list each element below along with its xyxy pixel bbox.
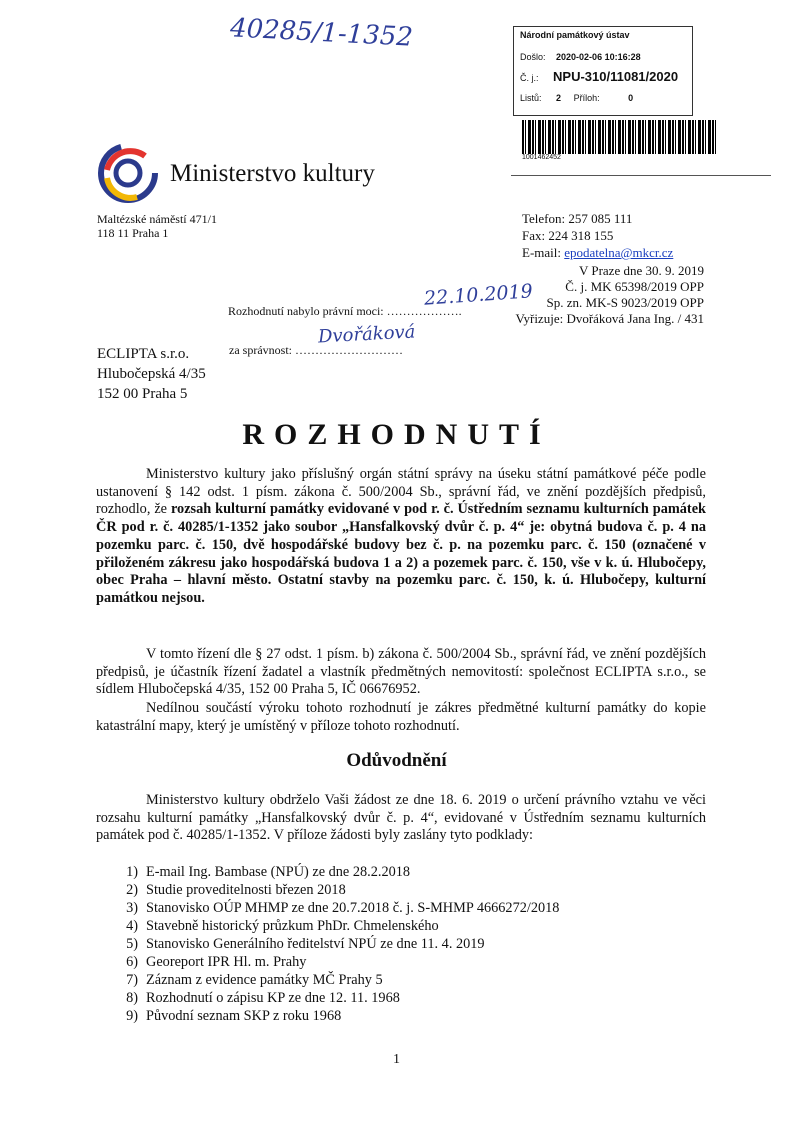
list-item-number: 4)	[126, 918, 138, 934]
participant-paragraph: V tomto řízení dle § 27 odst. 1 písm. b) zákona č. 500/2004 Sb., správní řád, ve znění pozdějších předpisů, je účastník řízení žadatel a vlastník předmětných nemovitostí: společnost ECLIPTA s.r.o., se sídlem Hlubočepská 4/35, 152 00 Praha 5, IČ 06676952.	[96, 646, 706, 698]
list-item-text: Stanovisko Generálního ředitelství NPÚ ze dne 11. 4. 2019	[146, 936, 485, 952]
ministry-address	[97, 212, 217, 240]
list-item-text: Původní seznam SKP z roku 1968	[146, 1008, 342, 1024]
stamp-received-value: 2020-02-06 10:16:28	[556, 52, 641, 62]
list-item	[113, 900, 559, 918]
list-item	[113, 1008, 559, 1026]
list-item-number: 2)	[126, 882, 138, 898]
email-line	[522, 244, 673, 261]
recipient-name: ECLIPTA s.r.o.	[97, 346, 190, 362]
email-label: E-mail:	[522, 245, 561, 260]
stamp-org: Národní památkový ústav	[520, 30, 630, 40]
ministry-name: Ministerstvo kultury	[170, 160, 375, 187]
ministry-logo-icon	[97, 142, 159, 204]
legal-force-date: 22.10.2019	[423, 280, 534, 310]
stamp-sheets-value: 2	[556, 93, 562, 103]
stamp-sheets-label: Listů:	[520, 93, 542, 103]
legal-force-dots: ……………….	[386, 304, 462, 318]
attachment-paragraph: Nedílnou součástí výroku tohoto rozhodnutí je zákres předmětné kulturní památky do kopie katastrální mapy, který je umístěný v příloze tohoto rozhodnutí.	[96, 700, 706, 734]
stamp-attachments-label: Příloh:	[573, 93, 600, 103]
registry-stamp	[513, 26, 693, 116]
list-item-number: 6)	[126, 954, 138, 970]
list-item-number: 9)	[126, 1008, 138, 1024]
list-item	[113, 954, 559, 972]
contact-block	[522, 210, 673, 261]
recipient-street: Hlubočepská 4/35	[97, 366, 206, 382]
list-item-text: E-mail Ing. Bambase (NPÚ) ze dne 28.2.2018	[146, 864, 411, 880]
phone: Telefon: 257 085 111	[522, 211, 633, 226]
handwritten-reference: 40285/1-1352	[229, 13, 414, 53]
list-item	[113, 990, 559, 1008]
list-item	[113, 864, 559, 882]
list-item-text: Stavebně historický průzkum PhDr. Chmelenského	[146, 918, 439, 934]
list-item-number: 3)	[126, 900, 138, 916]
meta-spzn: Sp. zn. MK-S 9023/2019 OPP	[546, 295, 704, 310]
meta-handler: Vyřizuje: Dvořáková Jana Ing. / 431	[515, 311, 704, 326]
recipient-city: 152 00 Praha 5	[97, 386, 188, 402]
decision-intro: Ministerstvo kultury jako příslušný orgán státní správy na úseku státní památkové péče podle ustanovení § 142 odst. 1 písm. zákona č. 500/2004 Sb., správní řád, ve znění pozdějších předpisů, rozhodlo, že	[96, 466, 706, 518]
list-item-text: Rozhodnutí o zápisu KP ze dne 12. 11. 1968	[146, 990, 400, 1006]
header-rule	[511, 175, 771, 176]
barcode	[522, 120, 718, 154]
list-item	[113, 936, 559, 954]
list-item-number: 5)	[126, 936, 138, 952]
section-title: Odůvodnění	[346, 750, 447, 771]
barcode-number: 1001462452	[522, 154, 561, 161]
list-item-number: 7)	[126, 972, 138, 988]
list-item	[113, 882, 559, 900]
list-item-text: Studie proveditelnosti březen 2018	[146, 882, 346, 898]
correctness-line	[229, 343, 403, 357]
page-number: 1	[393, 1052, 400, 1067]
recipient-block	[97, 344, 206, 404]
list-item-text: Stanovisko OÚP MHMP ze dne 20.7.2018 č. j. S-MHMP 4666272/2018	[146, 900, 560, 916]
address-line-1: Maltézské náměstí 471/1	[97, 212, 217, 226]
list-item-text: Záznam z evidence památky MČ Prahy 5	[146, 972, 383, 988]
stamp-received-label: Došlo:	[520, 52, 546, 62]
list-item	[113, 972, 559, 990]
stamp-attachments-value: 0	[628, 93, 634, 103]
meta-cj: Č. j. MK 65398/2019 OPP	[565, 279, 704, 294]
decision-paragraph	[96, 466, 706, 608]
justification-paragraph: Ministerstvo kultury obdrželo Vaši žádost ze dne 18. 6. 2019 o určení právního vztahu ve věci rozsahu kulturní památky „Hansfalkovský dvůr č. p. 4“, evidované v Ústředním seznamu kulturních památek pod č. 40285/1-1352. V příloze žádosti byly zaslány tyto podklady:	[96, 792, 706, 844]
list-item	[113, 918, 559, 936]
email-link[interactable]: epodatelna@mkcr.cz	[564, 245, 674, 260]
stamp-cj-label: Č. j.:	[520, 73, 539, 83]
list-item-number: 1)	[126, 864, 138, 880]
meta-date: V Praze dne 30. 9. 2019	[578, 263, 704, 278]
decision-statement: rozsah kulturní památky evidované v pod r. č. Ústředním seznamu kulturních památek ČR pod r. č. 40285/1-1352 jako soubor „Hansfalkovský dvůr č. p. 4“ je: obytná budova č. p. 4 na pozemku parc. č. 150, dvě hospodářské budovy bez č. p. na pozemku parc. č. 150 (označené v přiloženém zákresu jako hospodářská budova 1 a 2) a pozemek parc. č. 150, vše v k. ú. Hlubočepy, obec Praha – hlavní město. Ostatní stavby na pozemku parc. č. 150, k. ú. Hlubočepy, kulturní památkou nejsou.	[96, 501, 706, 606]
document-title: ROZHODNUTÍ	[242, 418, 551, 451]
correctness-label: za správnost:	[229, 343, 292, 357]
fax: Fax: 224 318 155	[522, 228, 614, 243]
stamp-cj-value: NPU-310/11081/2020	[553, 69, 679, 84]
list-item-number: 8)	[126, 990, 138, 1006]
correctness-dots: ………………………	[294, 343, 403, 357]
correctness-signature: Dvořáková	[317, 321, 416, 348]
documents-list	[113, 864, 559, 1026]
list-item-text: Georeport IPR Hl. m. Prahy	[146, 954, 307, 970]
address-line-2: 118 11 Praha 1	[97, 226, 169, 240]
legal-force-text: Rozhodnutí nabylo právní moci:	[228, 304, 384, 318]
